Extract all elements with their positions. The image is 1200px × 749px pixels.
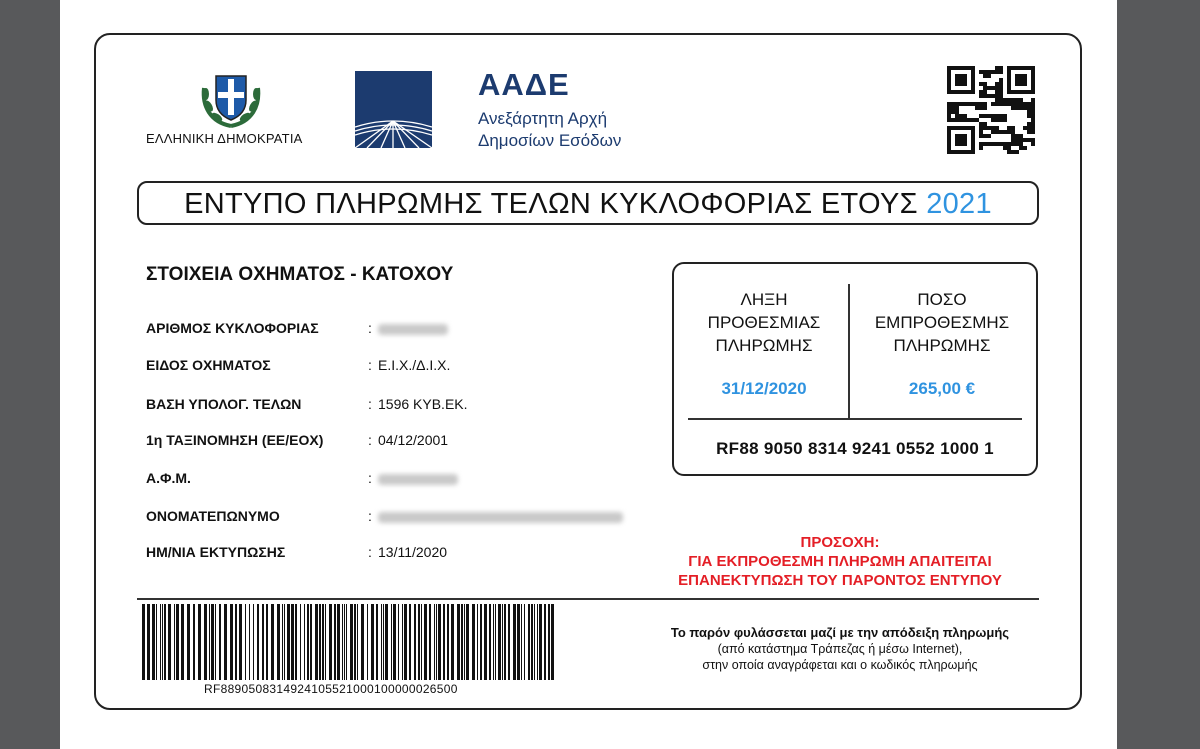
payment-details-box [672,262,1038,476]
form-title [139,188,1037,221]
colon: : [368,357,372,373]
value-print-date: 13/11/2020 [378,544,448,560]
qr-code-icon [947,66,1035,154]
form-title-year: 2021 [926,188,992,220]
amount-label-line-3: ΠΛΗΡΩΜΗΣ [893,336,991,355]
amount-value: 265,00 € [908,379,976,398]
label-tax-id: Α.Φ.Μ. [146,470,191,486]
colon: : [368,508,372,524]
value-fee-basis: 1596 ΚΥΒ.ΕΚ. [378,396,468,412]
late-payment-warning [640,533,1040,590]
note-line-2: (από κατάστημα Τράπεζας ή μέσω Internet), [717,642,963,656]
label-fee-basis: ΒΑΣΗ ΥΠΟΛΟΓ. ΤΕΛΩΝ [146,396,302,412]
greek-emblem-icon [198,66,264,130]
colon: : [368,320,372,336]
value-vehicle-type: Ε.Ι.Χ./Δ.Ι.Χ. [378,357,451,373]
colon: : [368,396,372,412]
label-first-registration: 1η ΤΑΞΙΝΟΜΗΣΗ (ΕΕ/ΕΟΧ) [146,432,324,448]
payment-column-divider [848,284,850,420]
note-line-3: στην οποία αναγράφεται και ο κωδικός πληρωμής [702,658,978,672]
value-first-registration: 04/12/2001 [378,432,449,448]
label-vehicle-type: ΕΙΔΟΣ ΟΧΗΜΑΤΟΣ [146,357,271,373]
value-tax-id [378,470,458,486]
emblem-caption: ΕΛΛΗΝΙΚΗ ΔΗΜΟΚΡΑΤΙΑ [146,131,303,146]
warning-line-1: ΠΡΟΣΟΧΗ: [800,534,880,551]
label-print-date: ΗΜ/ΝΙΑ ΕΚΤΥΠΩΣΗΣ [146,544,286,560]
warning-line-2: ΓΙΑ ΕΚΠΡΟΘΕΣΜΗ ΠΛΗΡΩΜΗ ΑΠΑΙΤΕΙΤΑΙ [688,553,992,570]
aade-logo-icon [355,71,432,148]
amount-label-line-2: ΕΜΠΡΟΘΕΣΜΗΣ [874,313,1010,332]
amount-label-line-1: ΠΟΣΟ [917,290,967,309]
colon: : [368,544,372,560]
deadline-value: 31/12/2020 [721,379,807,398]
agency-subtitle-line-1: Ανεξάρτητη Αρχή [478,109,608,128]
deadline-label [684,288,844,357]
value-registration-number [378,320,448,336]
deadline-label-line-1: ΛΗΞΗ [740,290,788,309]
agency-name: ΑΑΔΕ [478,67,570,102]
redacted-value [378,474,458,485]
colon: : [368,432,372,448]
form-title-text: ΕΝΤΥΠΟ ΠΛΗΡΩΜΗΣ ΤΕΛΩΝ ΚΥΚΛΟΦΟΡΙΑΣ ΕΤΟΥΣ [184,188,918,220]
payment-code: RF88 9050 8314 9241 0552 1000 1 [716,439,994,458]
agency-subtitle-line-2: Δημοσίων Εσόδων [478,131,622,150]
form-title-box [137,181,1039,225]
note-line-1: Το παρόν φυλάσσεται μαζί με την απόδειξη πληρωμής [670,625,1010,640]
payment-row-divider [688,418,1022,420]
keep-with-receipt-note [640,625,1040,673]
label-registration-number: ΑΡΙΘΜΟΣ ΚΥΚΛΟΦΟΡΙΑΣ [146,320,319,336]
barcode-icon [140,604,556,680]
value-full-name [378,508,623,524]
label-full-name: ΟΝΟΜΑΤΕΠΩΝΥΜΟ [146,508,280,524]
section-title-vehicle-owner: ΣΤΟΙΧΕΙΑ ΟΧΗΜΑΤΟΣ - ΚΑΤΟΧΟΥ [146,264,454,285]
amount-label [854,288,1030,357]
redacted-value [378,512,623,523]
barcode-digits: RF8890508314924105521000100000026500 [204,682,458,696]
colon: : [368,470,372,486]
divider-line [137,598,1039,600]
agency-subtitle [478,108,621,152]
redacted-value [378,324,448,335]
deadline-label-line-3: ΠΛΗΡΩΜΗΣ [715,336,813,355]
deadline-label-line-2: ΠΡΟΘΕΣΜΙΑΣ [707,313,821,332]
warning-line-3: ΕΠΑΝΕΚΤΥΠΩΣΗ ΤΟΥ ΠΑΡΟΝΤΟΣ ΕΝΤΥΠΟΥ [678,572,1002,589]
